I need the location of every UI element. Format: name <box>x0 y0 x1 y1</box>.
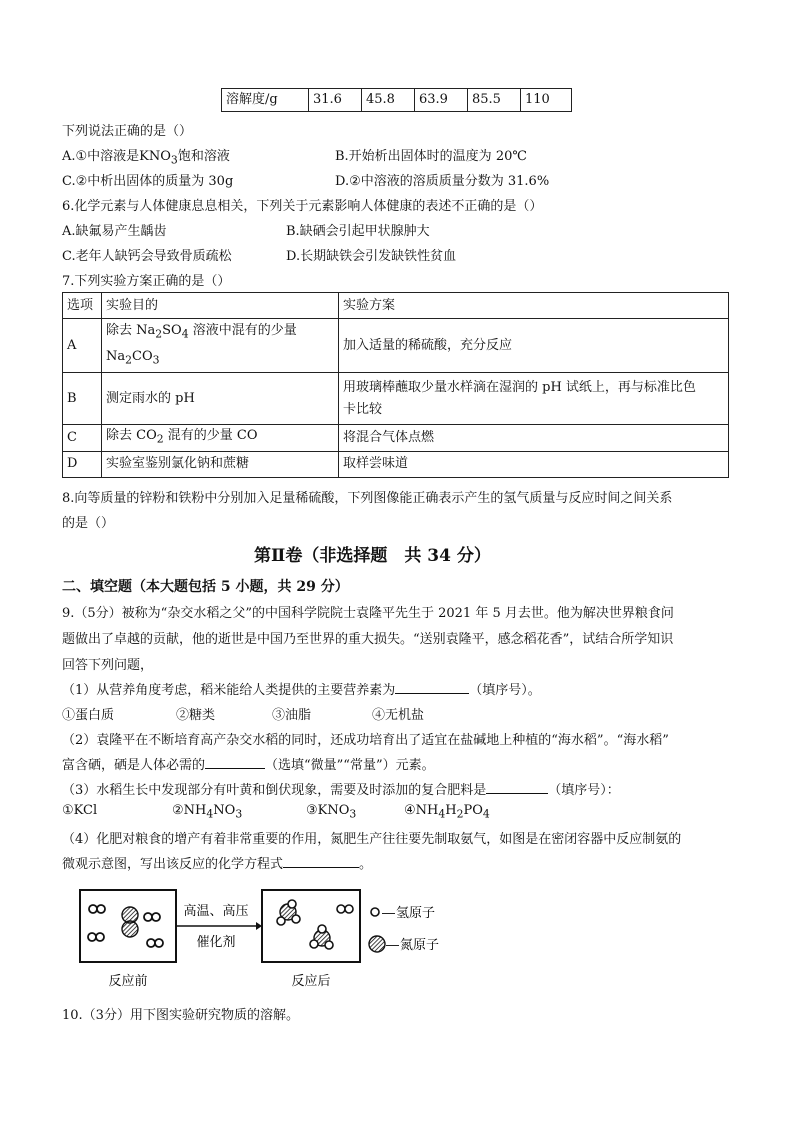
row-key: C <box>63 425 102 452</box>
hydrogen-atom-icon <box>144 913 152 921</box>
condition-bottom: 催化剂 <box>196 934 236 949</box>
hydrogen-atom-icon <box>152 913 160 921</box>
q6-option-c: C.老年人缺钙会导致骨质疏松 <box>62 249 232 264</box>
hydrogen-atom-icon <box>147 939 155 947</box>
q9-part2-line1: （2）袁隆平在不断培育高产杂交水稻的同时，还成功培育出了适宜在盐碱地上种植的“海水稻”。“海水稻” <box>62 733 669 748</box>
row-goal: 测定雨水的 pH <box>102 373 339 425</box>
q9-part1: （1）从营养角度考虑，稻米能给人类提供的主要营养素为 （填序号）。 <box>62 679 541 698</box>
q9-part3: （3）水稻生长中发现部分有叶黄和倒伏现象，需要及时添加的复合肥料是 （填序号）： <box>62 779 620 798</box>
row-goal: 实验室鉴别氯化钠和蔗糖 <box>102 451 339 477</box>
q5-stem: 下列说法正确的是（） <box>62 124 193 139</box>
q5-option-b: B.开始析出固体时的温度为 20℃ <box>335 149 527 164</box>
table-row <box>63 451 729 477</box>
table-row <box>63 373 729 425</box>
legend-dash: — <box>386 937 399 952</box>
solubility-label: 溶解度/g <box>222 89 309 112</box>
hydrogen-atom-icon <box>318 925 326 933</box>
hydrogen-atom-icon <box>155 939 163 947</box>
row-plan: 加入适量的稀硫酸，充分反应 <box>339 319 729 373</box>
condition-top: 高温、高压 <box>183 903 249 918</box>
experiment-table <box>62 292 729 478</box>
after-label: 反应后 <box>291 973 331 988</box>
hydrogen-atom-icon <box>96 933 104 941</box>
q5-option-c: C.②中析出固体的质量为 30g <box>62 174 234 189</box>
row-key: D <box>63 451 102 477</box>
row-goal: 除去 $CO_2$ 混有的少量 CO <box>102 425 339 452</box>
header-plan: 实验方案 <box>339 293 729 319</box>
q6-option-b: B.缺硒会引起甲状腺肿大 <box>286 224 430 239</box>
solubility-value: 31.6 <box>309 89 362 112</box>
q6-stem: 6.化学元素与人体健康息息相关，下列关于元素影响人体健康的表述不正确的是（） <box>62 199 543 214</box>
row-key: B <box>63 373 102 425</box>
q9-option: ①蛋白质 <box>62 708 115 723</box>
q9-part4-line2: 微观示意图，写出该反应的化学方程式 。 <box>62 853 372 872</box>
table-row <box>63 319 729 373</box>
after-container <box>262 890 360 962</box>
row-goal: 除去 $Na_2SO_4$ 溶液中混有的少量 $Na_2CO_3$ <box>102 319 339 373</box>
q9-intro-line2: 题做出了卓越的贡献，他的逝世是中国乃至世界的重大损失。“送别袁隆平，感念稻花香”，试结合所学知识 <box>62 632 674 647</box>
q9-intro-line1: 9.（5分）被称为“杂交水稻之父”的中国科学院院士袁隆平先生于 2021 年 5 月去世。他为解决世界粮食问 <box>62 606 674 621</box>
q9-part3-option: $④NH_4H_2PO_4$ <box>404 803 490 821</box>
header-option: 选项 <box>63 293 102 319</box>
q10-stem: 10.（3分）用下图实验研究物质的溶解。 <box>62 1008 299 1023</box>
answer-blank[interactable] <box>395 679 469 694</box>
solubility-value: 63.9 <box>415 89 468 112</box>
q9-intro-line3: 回答下列问题， <box>62 658 154 673</box>
q9-option: ③油脂 <box>272 708 312 723</box>
q9-part4-line1: （4）化肥对粮食的增产有着非常重要的作用，氮肥生产往往要先制取氨气，如图是在密闭容器中反应制氨的 <box>62 832 682 847</box>
q8-line1: 8.向等质量的锌粉和铁粉中分别加入足量稀硫酸，下列图像能正确表示产生的氢气质量与反应时间之间关系 <box>62 491 673 506</box>
q6-option-d: D.长期缺铁会引发缺铁性贫血 <box>286 249 457 264</box>
row-plan: 取样尝味道 <box>339 451 729 477</box>
solubility-table <box>221 88 572 112</box>
row-key: A <box>63 319 102 373</box>
hydrogen-atom-icon <box>288 900 296 908</box>
legend-hydrogen-label: 氢原子 <box>396 905 436 920</box>
hydrogen-atom-icon <box>97 905 105 913</box>
q9-option: ④无机盐 <box>372 708 425 723</box>
q7-stem: 7.下列实验方案正确的是（） <box>62 274 231 289</box>
hydrogen-atom-icon <box>88 933 96 941</box>
q5-option-a: A.①中溶液是$KNO_3$饱和溶液 <box>62 149 230 167</box>
section-heading: 二、填空题（本大题包括 5 小题，共 29 分） <box>62 579 349 595</box>
hydrogen-atom-icon <box>277 917 285 925</box>
legend-hydrogen-icon <box>371 908 379 916</box>
q6-option-a: A.缺氟易产生龋齿 <box>62 224 167 239</box>
q9-part2-line2: 富含硒，硒是人体必需的 （选填“微量”“常量”）元素。 <box>62 754 435 773</box>
answer-blank[interactable] <box>283 853 359 868</box>
part-title: 第Ⅱ卷（非选择题 共 34 分） <box>254 546 491 566</box>
row-plan: 将混合气体点燃 <box>339 425 729 452</box>
row-plan: 用玻璃棒蘸取少量水样滴在湿润的 pH 试纸上，再与标准比色 卡比较 <box>339 373 729 425</box>
hydrogen-atom-icon <box>345 905 353 913</box>
hydrogen-atom-icon <box>292 915 300 923</box>
answer-blank[interactable] <box>486 779 548 794</box>
solubility-value: 85.5 <box>468 89 521 112</box>
nitrogen-atom-icon <box>122 921 138 937</box>
reaction-diagram <box>70 882 450 992</box>
q9-part3-option: ①KCl <box>62 803 98 818</box>
q9-option: ②糖类 <box>176 708 216 723</box>
hydrogen-atom-icon <box>310 940 318 948</box>
legend-dash: — <box>382 905 395 920</box>
before-label: 反应前 <box>108 973 148 988</box>
legend-nitrogen-label: 氮原子 <box>400 937 440 952</box>
q9-part3-option: $③KNO_3$ <box>306 803 357 821</box>
hydrogen-atom-icon <box>325 941 333 949</box>
hydrogen-atom-icon <box>337 905 345 913</box>
q8-line2: 的是（） <box>62 516 115 531</box>
table-row <box>63 425 729 452</box>
header-goal: 实验目的 <box>102 293 339 319</box>
q5-option-d: D.②中溶液的溶质质量分数为 31.6% <box>335 174 550 189</box>
legend-nitrogen-icon <box>369 936 385 952</box>
solubility-value: 110 <box>521 89 572 112</box>
hydrogen-atom-icon <box>89 905 97 913</box>
solubility-value: 45.8 <box>362 89 415 112</box>
q9-part3-option: $②NH_4NO_3$ <box>172 803 243 821</box>
answer-blank[interactable] <box>205 754 265 769</box>
